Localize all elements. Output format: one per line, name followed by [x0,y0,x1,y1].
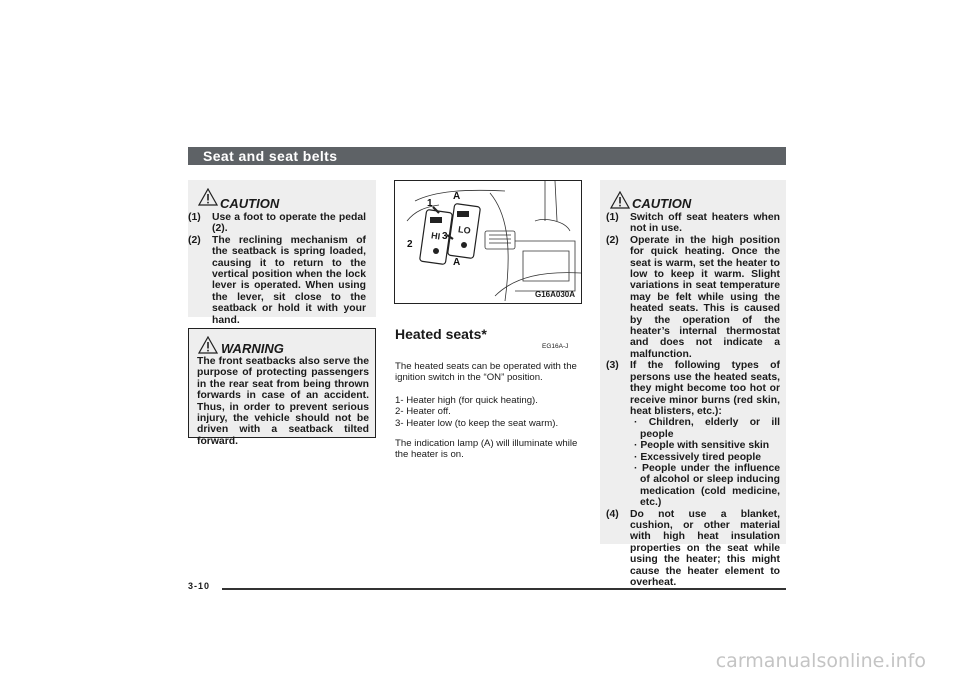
warning-heading: WARNING [221,341,284,356]
warning-box [188,328,376,447]
list-text: Use a foot to operate the pedal (2). [212,212,366,235]
heated-seat-switch-figure [394,180,582,304]
caution-box-right [600,180,786,588]
label-a-top: A [453,191,461,202]
list-number: (3) [606,360,619,372]
list-number: (4) [606,508,619,520]
section-header-bar [188,147,786,165]
seat-switch-illustration [395,181,581,303]
heated-seats-intro: The heated seats can be operated with the ignition switch in the “ON” position. [395,361,577,384]
warning-text: The front seatbacks also serve the purpose of protecting passengers in the rear seat from being thrown forwards in case of an accident. Thus, in order to prevent serious injury, the vehicle should not be driven with a seatback tilted forward. [197,356,369,447]
list-item [606,212,780,235]
heated-seats-code: EG16A-J [542,343,569,350]
list-item [606,360,780,508]
list-item: 1- Heater high (for quick heating). [395,395,538,406]
label-1: 1 [427,198,433,209]
caution-heading: CAUTION [632,196,692,211]
caution-box-left [188,180,376,326]
label-a-bottom: A [453,257,461,268]
list-text: Operate in the high position for quick heating. Once the seat is warm, set the heater to low to keep it warm. Slight variations in seat temperature may be felt while using the heated seats. This is caused by the operation of the heater’s internal thermostat and does not indicate a malfunction. [630,234,780,360]
list-number: (2) [606,234,619,246]
caution-list-right [606,212,780,588]
list-text: Do not use a blanket, cushion, or other material with high heat insulation properties on the seat while using the heater; this might cause the heater element to overheat. [630,508,780,588]
label-3: 3 [442,231,448,242]
list-item [188,235,366,326]
list-item: 3- Heater low (to keep the seat warm). [395,417,559,429]
heated-seats-list [395,395,558,429]
list-item: 2- Heater off. [395,406,451,418]
warning-triangle-icon [198,336,218,354]
warning-triangle-icon [610,191,630,209]
sub-item: · People with sensitive skin [634,440,770,452]
sub-item: · People under the influence of alcohol or sleep inducing medication (cold medicine, etc.) [634,462,780,509]
list-text: Switch off seat heaters when not in use. [630,212,780,235]
list-text: The reclining mechanism of the seatback is spring loaded, causing it to return to the vertical position when the lock lever is operated. When using the lever, sit close to the seatback or hold it with your hand. [212,234,366,326]
list-number: (1) [606,212,619,223]
svg-text:HI: HI [430,230,441,242]
warning-triangle-icon [198,188,218,206]
list-item [188,212,366,235]
figure-code: G16A030A [534,290,575,299]
svg-text:LO: LO [457,224,472,236]
list-text: If the following types of persons use the heated seats, they might become too hot or receive minor burns (red skin, heat blisters, etc.): [630,360,780,417]
heated-seats-title: Heated seats* [395,326,487,342]
caution-list-left [188,212,366,326]
sub-item: · Excessively tired people [634,451,762,463]
section-title-header: Seat and seat belts [203,148,338,164]
caution-heading: CAUTION [220,196,280,211]
list-item [606,235,780,360]
label-2: 2 [407,239,413,250]
page-number: 3-10 [188,581,211,591]
sub-item: · Children, elderly or ill people [634,417,780,440]
list-item [606,509,780,589]
list-number: (1) [188,212,201,223]
list-number: (2) [188,234,201,246]
footer-rule [222,588,786,590]
heated-seats-note: The indication lamp (A) will illuminate while the heater is on. [395,438,578,461]
watermark: carmanualsonline.info [715,650,926,672]
